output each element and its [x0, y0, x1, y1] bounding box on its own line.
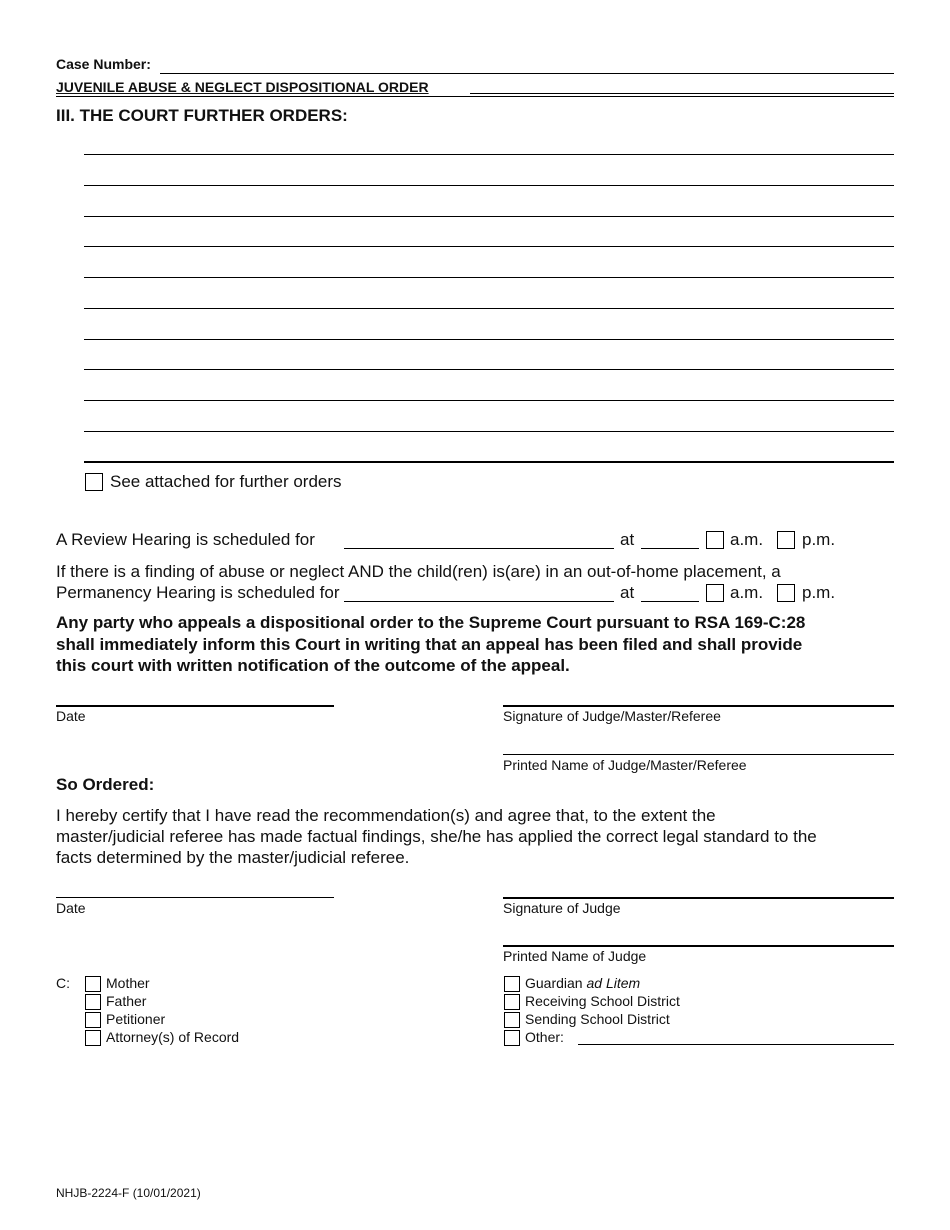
see-attached-checkbox[interactable] — [85, 473, 103, 491]
permanency-date-field[interactable] — [344, 601, 614, 602]
order-line[interactable] — [84, 308, 894, 309]
judge-printed-name-label: Printed Name of Judge — [503, 948, 647, 964]
date-field-2[interactable] — [56, 897, 334, 898]
copy-father-label: Father — [106, 993, 147, 1009]
copy-sending-district-label: Sending School District — [525, 1011, 670, 1027]
copy-other-field[interactable] — [578, 1044, 894, 1045]
copy-father-checkbox[interactable] — [85, 994, 101, 1010]
appeal-notice-line1: Any party who appeals a dispositional order to the Supreme Court pursuant to RSA 169-C:28 — [56, 613, 806, 632]
permanency-text-line2: Permanency Hearing is scheduled for — [56, 583, 340, 602]
copy-other-label: Other: — [525, 1029, 564, 1045]
form-id: NHJB-2224-F (10/01/2021) — [56, 1186, 201, 1200]
appeal-notice-line3: this court with written notification of the outcome of the appeal. — [56, 656, 570, 675]
case-number-field[interactable] — [160, 73, 894, 74]
date-field-1[interactable] — [56, 705, 334, 707]
copy-attorney-checkbox[interactable] — [85, 1030, 101, 1046]
judge-master-referee-signature-label: Signature of Judge/Master/Referee — [503, 708, 721, 724]
judge-printed-name-field[interactable] — [503, 945, 894, 947]
form-title: JUVENILE ABUSE & NEGLECT DISPOSITIONAL ORDER — [56, 79, 429, 95]
order-line[interactable] — [84, 154, 894, 155]
guardian-ad-litem-text: ad Litem — [586, 975, 641, 991]
review-pm-checkbox[interactable] — [777, 531, 795, 549]
judge-signature-label: Signature of Judge — [503, 900, 621, 916]
order-line[interactable] — [84, 339, 894, 340]
certify-text-line2: master/judicial referee has made factual findings, she/he has applied the correct legal standard to the — [56, 827, 817, 846]
permanency-at-label: at — [620, 583, 635, 602]
review-pm-label: p.m. — [802, 530, 836, 549]
copies-label: C: — [56, 975, 70, 991]
review-am-label: a.m. — [730, 530, 764, 549]
copy-mother-checkbox[interactable] — [85, 976, 101, 992]
order-line[interactable] — [84, 369, 894, 370]
permanency-pm-checkbox[interactable] — [777, 584, 795, 602]
section-heading: III. THE COURT FURTHER ORDERS: — [56, 106, 348, 125]
case-number-label: Case Number: — [56, 56, 151, 72]
order-line[interactable] — [84, 431, 894, 432]
copy-guardian-checkbox[interactable] — [504, 976, 520, 992]
review-hearing-text: A Review Hearing is scheduled for — [56, 530, 315, 549]
order-line[interactable] — [84, 277, 894, 278]
date-label-1: Date — [56, 708, 86, 724]
certify-text-line1: I hereby certify that I have read the recommendation(s) and agree that, to the extent the — [56, 806, 716, 825]
judge-master-referee-signature-field[interactable] — [503, 705, 894, 707]
copy-mother-label: Mother — [106, 975, 150, 991]
judge-signature-field[interactable] — [503, 897, 894, 899]
review-am-checkbox[interactable] — [706, 531, 724, 549]
order-line[interactable] — [84, 246, 894, 247]
header-rule-bottom — [56, 96, 894, 97]
copy-other-checkbox[interactable] — [504, 1030, 520, 1046]
order-line[interactable] — [84, 216, 894, 217]
order-line[interactable] — [84, 185, 894, 186]
appeal-notice-line2: shall immediately inform this Court in writing that an appeal has been filed and shall provide — [56, 635, 803, 654]
certify-text-line3: facts determined by the master/judicial referee. — [56, 848, 410, 867]
judge-master-referee-printed-name-label: Printed Name of Judge/Master/Referee — [503, 757, 747, 773]
judge-master-referee-printed-name-field[interactable] — [503, 754, 894, 755]
see-attached-label: See attached for further orders — [110, 472, 342, 491]
date-label-2: Date — [56, 900, 86, 916]
copy-receiving-district-checkbox[interactable] — [504, 994, 520, 1010]
review-at-label: at — [620, 530, 635, 549]
copy-receiving-district-label: Receiving School District — [525, 993, 680, 1009]
guardian-text: Guardian — [525, 975, 587, 991]
copy-petitioner-checkbox[interactable] — [85, 1012, 101, 1028]
permanency-time-field[interactable] — [641, 601, 699, 602]
copy-sending-district-checkbox[interactable] — [504, 1012, 520, 1028]
review-time-field[interactable] — [641, 548, 699, 549]
permanency-am-checkbox[interactable] — [706, 584, 724, 602]
permanency-pm-label: p.m. — [802, 583, 836, 602]
permanency-text-line1: If there is a finding of abuse or neglect AND the child(ren) is(are) in an out-of-home placement, a — [56, 562, 781, 581]
copy-guardian-label — [525, 975, 640, 991]
order-line[interactable] — [84, 461, 894, 463]
permanency-am-label: a.m. — [730, 583, 764, 602]
copy-attorney-label: Attorney(s) of Record — [106, 1029, 240, 1045]
header-rule — [470, 93, 894, 94]
review-date-field[interactable] — [344, 548, 614, 549]
order-line[interactable] — [84, 400, 894, 401]
so-ordered-heading: So Ordered: — [56, 775, 155, 794]
copy-petitioner-label: Petitioner — [106, 1011, 166, 1027]
